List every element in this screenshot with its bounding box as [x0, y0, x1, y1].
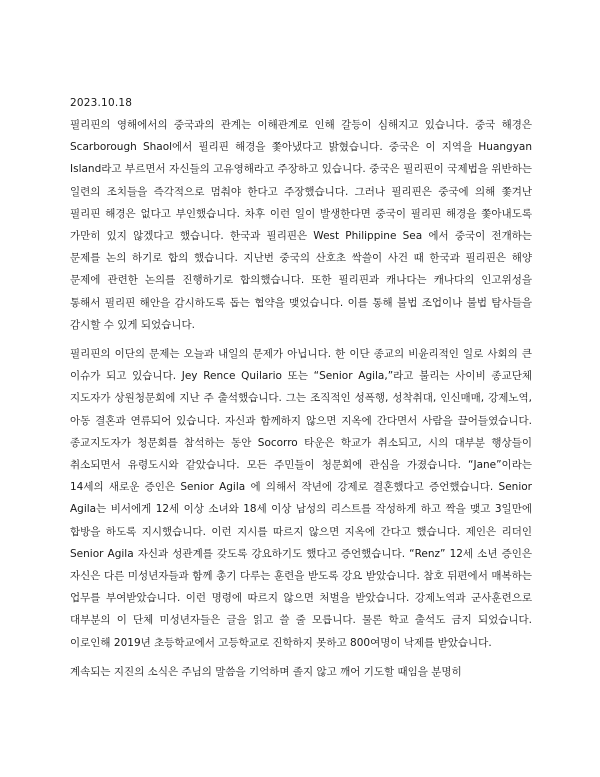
paragraph-earthquake: 계속되는 지진의 소식은 주님의 말씀을 기억하며 졸지 않고 깨어 기도할 때임을 분명히 — [70, 665, 462, 678]
paragraph-south-china-sea: 필리핀의 영해에서의 중국과의 관계는 이해관계로 인해 갈등이 심해지고 있습니다. 중국 해경은 Scarborough Shaol에서 필리핀 해경을 쫓아냈다고 밝혔습니다. 중국은 이 지역을 Huangyan Island라고 부르면서 자신들의 고유영해라고 주장하고 있습니다. 중국은 필리핀이 국제법을 위반하는 일련의 조치들을 즉각적으로 멈춰야 한다고 주장했습니다. 그러나 필리핀은 중국에 의해 쫓겨난 필리핀 해경은 없다고 부인했습니다. 차후 이런 일이 발생한다면 중국이 필리핀 해경을 쫓아내도록 가만히 있지 않겠다고 했습니다. 한국과 필리핀은 West Philippine Sea 에서 중국이 전개하는 문제를 논의 하기로 합의 했습니다. 지난번 중국의 산호초 싹쓸이 사건 때 한국과 필리핀은 해양 문제에 관련한 논의를 진행하기로 합의했습니다. 또한 필리핀과 캐나다는 캐나다의 인고위성을 통해서 필리핀 해안을 감시하도록 돕는 협약을 맺었습니다. 이를 통해 불법 조업이나 불법 탐사들을 감시할 수 있게 되었습니다. — [70, 119, 532, 331]
document-body — [70, 94, 532, 690]
paragraph-cult-hearing: 필리핀의 이단의 문제는 오늘과 내일의 문제가 아닙니다. 한 이단 종교의 비윤리적인 일로 사회의 큰 이슈가 되고 있습니다. Jey Rence Quilario 또는 “Senior Agila,”라고 불리는 사이비 종교단체 지도자가 상원청문회에 지난 주 출석했습니다. 그는 조직적인 성폭행, 성착취대, 인신매매, 강제노역, 아동 결혼과 연류되어 있습니다. 자신과 함께하지 않으면 지옥에 간다면서 사람을 끌어들였습니다. 종교지도자가 청문회를 참석하는 동안 Socorro 타운은 학교가 취소되고, 시의 대부분 행상들이 취소되면서 유령도시와 같았습니다. 모든 주민들이 청문회에 관심을 가졌습니다. “Jane”이라는 14세의 새로운 증인은 Senior Agila 에 의해서 작년에 강제로 결혼했다고 증언했습니다. Senior Agila는 비서에게 12세 이상 소녀와 18세 이상 남성의 리스트를 작성하게 하고 짝을 맺고 3일만에 합방을 하도록 지시했습니다. 이런 지시를 따르지 않으면 지옥에 간다고 했습니다. 제인은 리더인 Senior Agila 자신과 성관계를 갖도록 강요하기도 했다고 증언했습니다. “Renz” 12세 소년 증인은 자신은 다른 미성년자들과 함께 총기 다루는 훈련을 받도록 강요 받았습니다. 참호 뒤편에서 매복하는 업무를 부여받았습니다. 이런 명령에 따르지 않으면 처벌을 받았습니다. 강제노역과 군사훈련으로 대부분의 이 단체 미성년자들은 글을 읽고 쓸 줄 모릅니다. 물론 학교 출석도 금지 되었습니다. 이로인해 2019년 초등학교에서 고등학교로 진학하지 못하고 800여명이 낙제를 받았습니다. — [70, 348, 532, 649]
document-date: 2023.10.18 — [70, 97, 133, 109]
